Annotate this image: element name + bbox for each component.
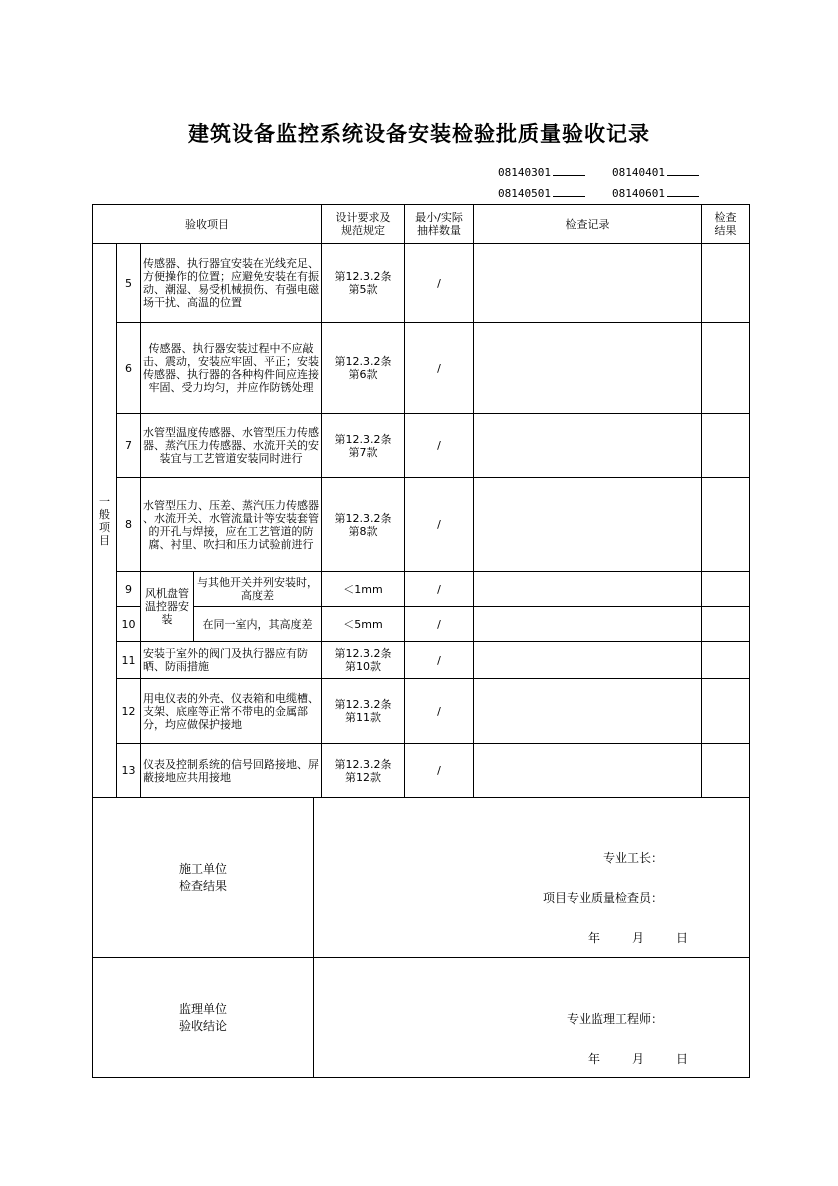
- row-result: [702, 244, 750, 323]
- header-sample: 最小/实际 抽样数量: [405, 205, 474, 244]
- row-sample: /: [405, 414, 474, 478]
- table-row: [93, 679, 750, 744]
- code-3: 08140501: [498, 185, 585, 200]
- inspector-label: 项目专业质量检查员：: [542, 891, 663, 905]
- row-result: [702, 572, 750, 607]
- row-record: [474, 414, 702, 478]
- table-row: [93, 414, 750, 478]
- row-result: [702, 607, 750, 642]
- row-group: 风机盘管温控器安装: [141, 572, 194, 642]
- table-row: [93, 744, 750, 798]
- row-record: [474, 478, 702, 572]
- row-number: 11: [117, 642, 141, 679]
- row-record: [474, 244, 702, 323]
- row-requirement: ＜1mm: [322, 572, 405, 607]
- row-sample: /: [405, 607, 474, 642]
- table-row: [93, 642, 750, 679]
- supervision-sign-area: [314, 957, 750, 1077]
- header-record: 检查记录: [474, 205, 702, 244]
- row-text: 在同一室内，其高度差: [194, 607, 322, 642]
- row-sample: /: [405, 642, 474, 679]
- row-result: [702, 478, 750, 572]
- engineer-label: 专业监理工程师：: [566, 1011, 663, 1026]
- row-number: 12: [117, 679, 141, 744]
- row-requirement: 第12.3.2条 第5款: [322, 244, 405, 323]
- row-number: 6: [117, 323, 141, 414]
- row-requirement: 第12.3.2条 第11款: [322, 679, 405, 744]
- row-record: [474, 323, 702, 414]
- row-result: [702, 744, 750, 798]
- row-sample: /: [405, 323, 474, 414]
- row-text: 仪表及控制系统的信号回路接地、屏蔽接地应共用接地: [141, 744, 322, 798]
- row-sample: /: [405, 572, 474, 607]
- inspection-table: [92, 204, 750, 798]
- row-number: 9: [117, 572, 141, 607]
- row-record: [474, 572, 702, 607]
- row-number: 7: [117, 414, 141, 478]
- header-item: 验收项目: [93, 205, 322, 244]
- row-result: [702, 642, 750, 679]
- row-record: [474, 607, 702, 642]
- table-row: [93, 478, 750, 572]
- supervision-row: [93, 957, 750, 1077]
- row-number: 8: [117, 478, 141, 572]
- row-text: 用电仪表的外壳、仪表箱和电缆槽、支架、底座等正常不带电的金属部分，均应做保护接地: [141, 679, 322, 744]
- row-requirement: ＜5mm: [322, 607, 405, 642]
- row-requirement: 第12.3.2条 第12款: [322, 744, 405, 798]
- table-row: [93, 572, 750, 607]
- table-header-row: [93, 205, 750, 244]
- row-result: [702, 323, 750, 414]
- supervision-date: 年 月 日: [588, 1051, 689, 1066]
- row-sample: /: [405, 244, 474, 323]
- row-record: [474, 744, 702, 798]
- code-1: 08140301: [498, 164, 585, 179]
- row-requirement: 第12.3.2条 第8款: [322, 478, 405, 572]
- row-number: 10: [117, 607, 141, 642]
- row-sample: /: [405, 744, 474, 798]
- header-result: 检查 结果: [702, 205, 750, 244]
- row-record: [474, 679, 702, 744]
- row-text: 传感器、执行器宜安装在光线充足、方便操作的位置；应避免安装在有振动、潮湿、易受机械损伤、有强电磁场干扰、高温的位置: [141, 244, 322, 323]
- row-result: [702, 414, 750, 478]
- construction-sign-area: [314, 797, 750, 957]
- row-result: [702, 679, 750, 744]
- row-record: [474, 642, 702, 679]
- row-requirement: 第12.3.2条 第6款: [322, 323, 405, 414]
- supervision-label: 监理单位 验收结论: [93, 957, 314, 1077]
- row-text: 水管型压力、压差、蒸汽压力传感器 、水流开关、水管流量计等安装套管的开孔与焊接，应在工艺管道的防腐、衬里、吹扫和压力试验前进行: [141, 478, 322, 572]
- table-row: [93, 323, 750, 414]
- row-text: 安装于室外的阀门及执行器应有防晒、防雨措施: [141, 642, 322, 679]
- code-4: 08140601: [612, 185, 699, 200]
- row-text: 传感器、执行器安装过程中不应敲击、震动，安装应牢固、平正；安装传感器、执行器的各种构件间应连接牢固、受力均匀，并应作防锈处理: [141, 323, 322, 414]
- page-title: 建筑设备监控系统设备安装检验批质量验收记录: [188, 122, 650, 146]
- table-row: [93, 244, 750, 323]
- row-requirement: 第12.3.2条 第7款: [322, 414, 405, 478]
- construction-row: [93, 797, 750, 957]
- foreman-label: 专业工长：: [602, 851, 663, 865]
- row-number: 5: [117, 244, 141, 323]
- row-sample: /: [405, 679, 474, 744]
- code-2: 08140401: [612, 164, 699, 179]
- row-sample: /: [405, 478, 474, 572]
- construction-label: 施工单位 检查结果: [93, 797, 314, 957]
- category-general-items: 一 般 项 目: [93, 244, 117, 798]
- row-requirement: 第12.3.2条 第10款: [322, 642, 405, 679]
- row-text: 与其他开关并列安装时，高度差: [194, 572, 322, 607]
- row-text: 水管型温度传感器、水管型压力传感器、蒸汽压力传感器、水流开关的安装宜与工艺管道安装同时进行: [141, 414, 322, 478]
- row-number: 13: [117, 744, 141, 798]
- signature-table: [92, 797, 750, 1078]
- construction-date: 年 月 日: [588, 931, 689, 945]
- header-requirement: 设计要求及 规范规定: [322, 205, 405, 244]
